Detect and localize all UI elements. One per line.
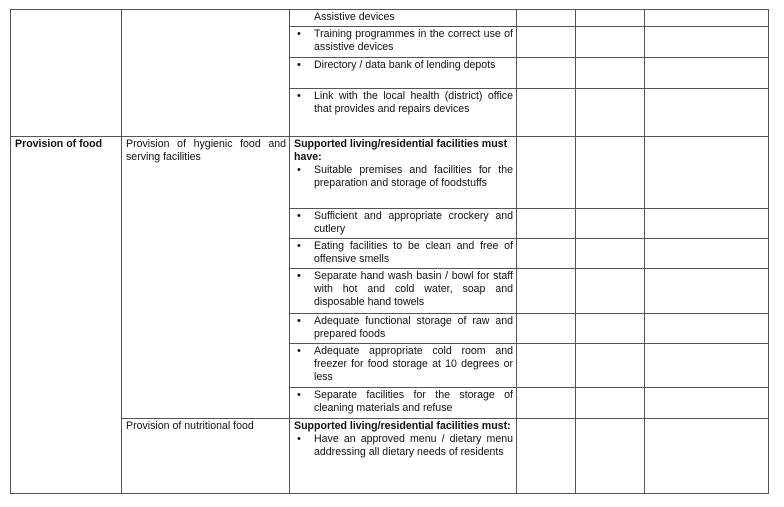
criteria-cell — [290, 27, 517, 58]
comment-cell — [645, 344, 769, 388]
criteria-cell — [290, 314, 517, 344]
score-cell — [517, 269, 576, 314]
comment-cell — [645, 58, 769, 89]
area-cell — [11, 137, 122, 494]
score-cell — [517, 344, 576, 388]
criteria-heading: Supported living/residential facilities must have: — [294, 138, 508, 163]
bullet: • — [297, 164, 301, 176]
score-cell — [517, 10, 576, 27]
criteria-text: Link with the local health (district) office that provides and repairs devices — [314, 90, 513, 115]
score-cell — [517, 27, 576, 58]
criteria-text: Adequate functional storage of raw and prepared foods — [314, 315, 513, 340]
score-cell — [576, 388, 645, 419]
criteria-text: Adequate appropriate cold room and freezer for food storage at 10 degrees or less — [314, 345, 513, 383]
bullet: • — [297, 240, 301, 252]
criteria-text: Training programmes in the correct use of assistive devices — [314, 28, 513, 53]
bullet: • — [297, 59, 301, 71]
comment-cell — [645, 388, 769, 419]
comment-cell — [645, 239, 769, 269]
area-label: Provision of food — [15, 138, 103, 150]
criteria-text: Directory / data bank of lending depots — [314, 59, 496, 71]
score-cell — [517, 314, 576, 344]
comment-cell — [645, 314, 769, 344]
score-cell — [576, 419, 645, 494]
table-row — [11, 137, 769, 209]
standard-label: Provision of nutritional food — [126, 420, 254, 432]
criteria-text: Sufficient and appropriate crockery and cutlery — [314, 210, 513, 235]
bullet: • — [297, 210, 301, 222]
criteria-cell — [290, 388, 517, 419]
score-cell — [576, 269, 645, 314]
criteria-text: Suitable premises and facilities for the preparation and storage of foodstuffs — [314, 164, 513, 189]
standard-cell — [122, 137, 290, 419]
bullet: • — [297, 90, 301, 102]
comment-cell — [645, 419, 769, 494]
comment-cell — [645, 269, 769, 314]
criteria-text: Separate hand wash basin / bowl for staff with hot and cold water, soap and disposable hand towels — [314, 270, 513, 308]
standard-cell — [122, 419, 290, 494]
score-cell — [576, 89, 645, 137]
criteria-cell — [290, 89, 517, 137]
comment-cell — [645, 137, 769, 209]
criteria-text: Separate facilities for the storage of cleaning materials and refuse — [314, 389, 513, 414]
bullet: • — [297, 28, 301, 40]
comment-cell — [645, 27, 769, 58]
criteria-text: Eating facilities to be clean and free of offensive smells — [314, 240, 513, 265]
criteria-cell — [290, 209, 517, 239]
score-cell — [517, 137, 576, 209]
bullet: • — [297, 270, 301, 282]
score-cell — [517, 239, 576, 269]
score-cell — [576, 209, 645, 239]
bullet: • — [297, 389, 301, 401]
criteria-cell — [290, 239, 517, 269]
score-cell — [576, 137, 645, 209]
score-cell — [517, 209, 576, 239]
score-cell — [576, 344, 645, 388]
score-cell — [517, 419, 576, 494]
area-cell-empty — [11, 10, 122, 137]
score-cell — [576, 58, 645, 89]
criteria-cell — [290, 269, 517, 314]
criteria-text: Assistive devices — [314, 11, 395, 23]
bullet: • — [297, 433, 301, 445]
comment-cell — [645, 10, 769, 27]
score-cell — [517, 388, 576, 419]
criteria-heading: Supported living/residential facilities must: — [294, 420, 511, 432]
bullet: • — [297, 345, 301, 357]
table-row — [11, 419, 769, 494]
bullet: • — [297, 315, 301, 327]
standard-cell-empty — [122, 10, 290, 137]
criteria-cell — [290, 419, 517, 494]
criteria-cell — [290, 58, 517, 89]
standards-table — [10, 9, 769, 494]
criteria-cell — [290, 344, 517, 388]
comment-cell — [645, 209, 769, 239]
standard-label: Provision of hygienic food and serving facilities — [126, 138, 286, 163]
score-cell — [576, 10, 645, 27]
criteria-text: Have an approved menu / dietary menu addressing all dietary needs of residents — [314, 433, 513, 458]
criteria-cell — [290, 10, 517, 27]
criteria-cell — [290, 137, 517, 209]
comment-cell — [645, 89, 769, 137]
score-cell — [576, 27, 645, 58]
score-cell — [517, 58, 576, 89]
table-row — [11, 10, 769, 27]
score-cell — [517, 89, 576, 137]
score-cell — [576, 239, 645, 269]
score-cell — [576, 314, 645, 344]
